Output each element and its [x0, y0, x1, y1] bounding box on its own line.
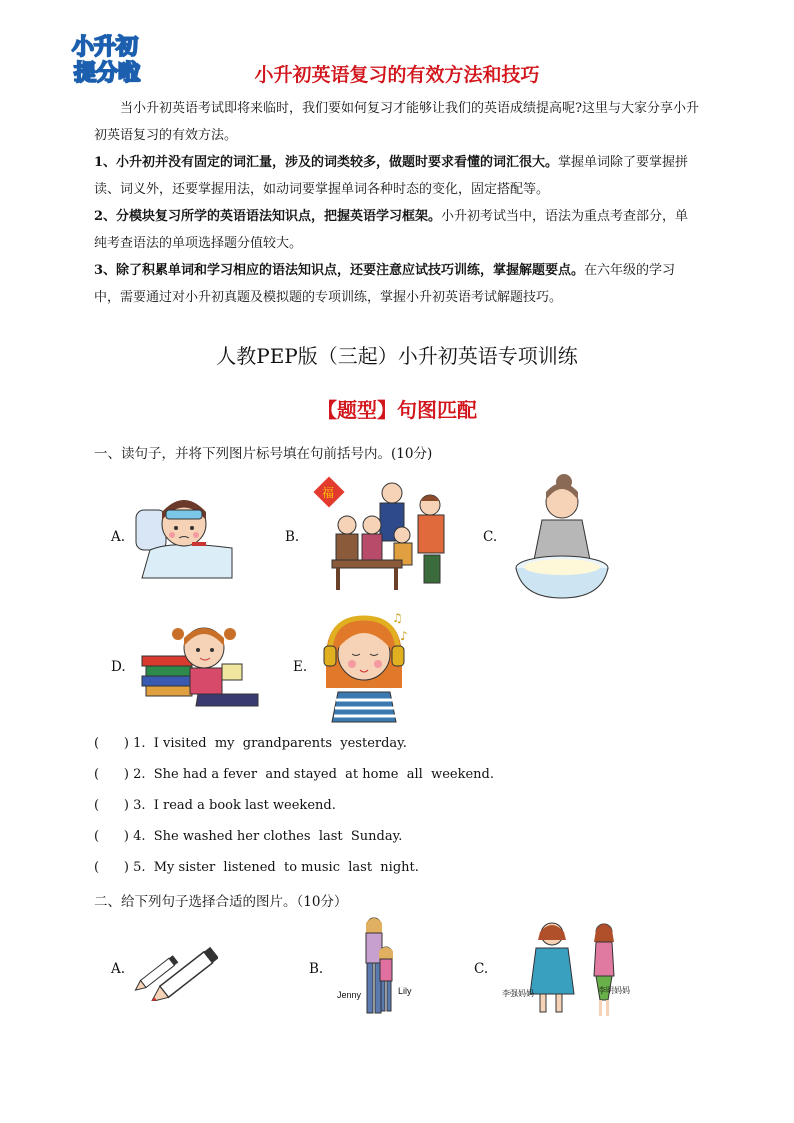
q1-sentence-3: ( ) 3. I read a book last weekend. [94, 798, 336, 813]
q1-option-c: C. [483, 529, 498, 545]
q1-sentence-4: ( ) 4. She washed her clothes last Sunday. [94, 829, 403, 844]
tip-2-rest: 小升初考试当中，语法为重点考查部分，单纯考查语法的单项选择题分值较大。 [94, 209, 689, 251]
music-note-icon: ♫ [392, 611, 403, 625]
tip-1-rest: 掌握单词除了要掌握拼读、词义外，还要掌握用法，如动词要掌握单词各种时态的变化，固定搭配等。 [94, 155, 689, 197]
q2-option-b: B. [309, 961, 324, 977]
lily-label: Lily [398, 986, 412, 996]
q2-instruction: 二、给下列句子选择合适的图片。（10分） [94, 894, 348, 910]
q1-option-e: E. [293, 659, 308, 675]
fu-character: 福 [322, 486, 335, 500]
q2-option-a: A. [111, 961, 126, 977]
two-mothers-image [524, 920, 634, 1024]
jenny-label: Jenny [337, 990, 362, 1000]
mom1-label: 李强妈妈 [502, 989, 534, 998]
q1-sentence-1: ( ) 1. I visited my grandparents yesterday. [94, 736, 407, 751]
intro-paragraph: 当小升初英语考试即将来临时，我们要如何复习才能够让我们的英语成绩提高呢?这里与大家分享小升初英语复习的有效方法。 [94, 101, 699, 143]
q1-option-b: B. [285, 529, 300, 545]
family-visit-image [312, 475, 452, 597]
q1-sentence-5: ( ) 5. My sister listened to music last night. [94, 860, 419, 875]
jenny-lily-image [334, 915, 420, 1023]
q1-sentence-2: ( ) 2. She had a fever and stayed at home all weekend. [94, 767, 495, 782]
section-heading: 人教PEP版（三起）小升初英语专项训练 [216, 344, 578, 368]
girl-reading-image [138, 620, 264, 714]
tip-3 [94, 257, 700, 311]
girl-music-image [316, 608, 416, 728]
tip-2 [94, 203, 700, 257]
tip-1-bold: 1、小升初并没有固定的词汇量，涉及的词类较多，做题时要求看懂的词汇很大。 [94, 155, 559, 170]
page-title: 小升初英语复习的有效方法和技巧 [254, 64, 540, 86]
music-note-icon-2: ♪ [400, 629, 408, 643]
tip-1 [94, 149, 700, 203]
q2-option-c: C. [474, 961, 489, 977]
logo-line2: 提分啦 [74, 61, 141, 86]
washing-clothes-image [512, 470, 612, 606]
logo-line1: 小升初 [72, 35, 139, 60]
q1-option-a: A. [111, 529, 126, 545]
q1-instruction: 一、读句子，并将下列图片标号填在句前括号内。(10分) [94, 446, 433, 462]
question-type-heading: 【题型】句图匹配 [317, 398, 477, 422]
tip-3-bold: 3、除了积累单词和学习相应的语法知识点，还要注意应试技巧训练，掌握解题要点。 [94, 263, 585, 278]
q1-option-d: D. [111, 659, 126, 675]
pencils-image [134, 935, 218, 1005]
mom2-label: 李明妈妈 [598, 986, 630, 995]
tip-3-rest: 在六年级的学习中，需要通过对小升初真题及模拟题的专项训练，掌握小升初英语考试解题技巧。 [94, 263, 676, 305]
tip-2-bold: 2、分模块复习所学的英语语法知识点，把握英语学习框架。 [94, 209, 442, 224]
sick-girl-image [132, 490, 237, 586]
